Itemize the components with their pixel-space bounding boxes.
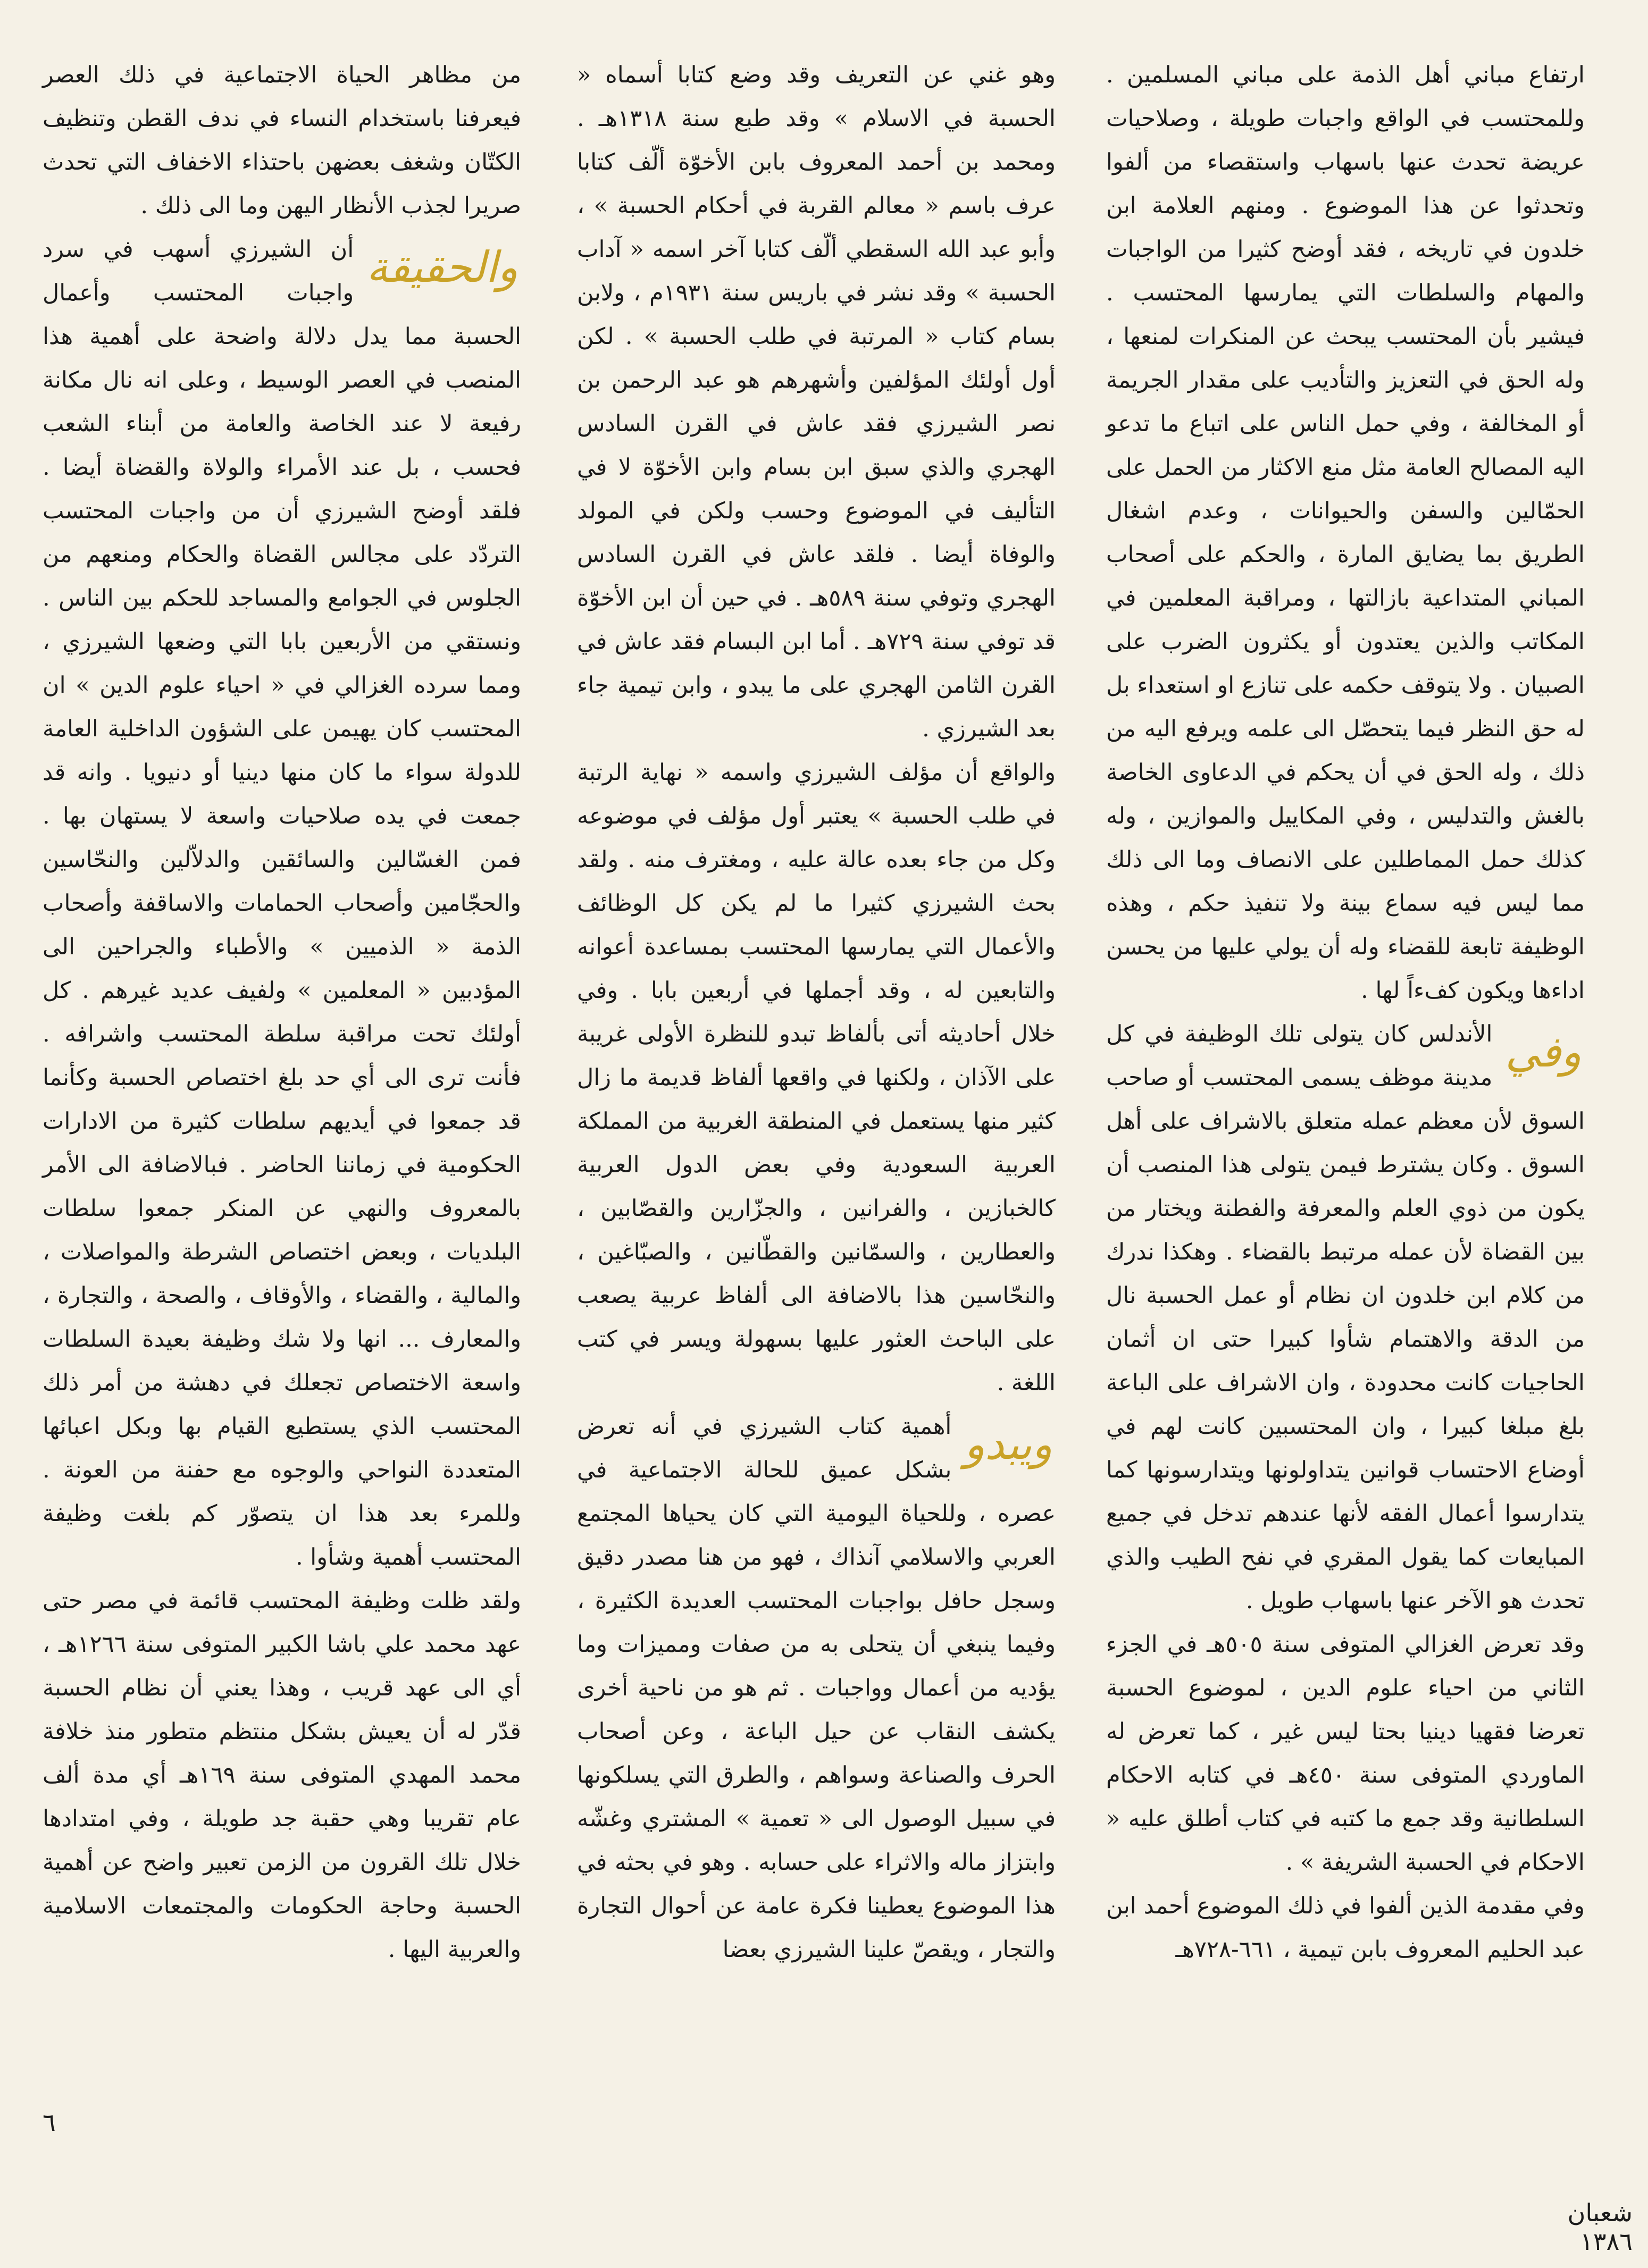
- paragraph: ولقد ظلت وظيفة المحتسب قائمة في مصر حتى عهد محمد علي باشا الكبير المتوفى سنة ١٢٦٦هـ ، أي الى عهد قريب ، وهذا يعني أن نظام الحسبة قدّر له أن يعيش بشكل منتظم متطور منذ خلافة محمد المهدي المتوفى سنة ١٦٩هـ أي مدة ألف عام تقريبا وهي حقبة جد طويلة ، وفي امتدادها خلال تلك القرون من الزمن تعبير واضح عن أهمية الحسبة وحاجة الحكومات والمجتمعات الاسلامية والعربية اليها .: [43, 1587, 521, 1963]
- paragraph: وقد تعرض الغزالي المتوفى سنة ٥٠٥هـ في الجزء الثاني من احياء علوم الدين ، لموضوع الحسبة تعرضا فقهيا دينيا بحتا ليس غير ، كما تعرض له الماوردي المتوفى سنة ٤٥٠هـ في كتابه الاحكام السلطانية وقد جمع ما كتبه في كتاب أطلق عليه « الاحكام في الحسبة الشريفة » .: [1106, 1631, 1585, 1876]
- decorative-initial-word: وفي: [1505, 1027, 1582, 1077]
- paragraph: [1106, 1012, 1585, 1623]
- article-column-left: [43, 53, 521, 1971]
- paragraph: وهو غني عن التعريف وقد وضع كتابا أسماه « الحسبة في الاسلام » وقد طبع سنة ١٣١٨هـ . ومحمد بن أحمد المعروف بابن الأخوّة ألّف كتابا عرف باسم « معالم القربة في أحكام الحسبة » ، وأبو عبد الله السقطي ألّف كتابا آخر اسمه « آداب الحسبة » وقد نشر في باريس سنة ١٩٣١م ، ولابن بسام كتاب « المرتبة في طلب الحسبة » . لكن أول أولئك المؤلفين وأشهرهم هو عبد الرحمن بن نصر الشيرزي فقد عاش في القرن السادس الهجري والذي سبق ابن بسام وابن الأخوّة لا في التأليف في الموضوع وحسب ولكن في المولد والوفاة أيضا . فلقد عاش في القرن السادس الهجري وتوفي سنة ٥٨٩هـ . في حين أن ابن الأخوّة قد توفي سنة ٧٢٩هـ . أما ابن البسام فقد عاش في القرن الثامن الهجري على ما يبدو ، وابن تيمية جاء بعد الشيرزي .: [577, 62, 1056, 742]
- decorative-initial-word: والحقيقة: [366, 242, 518, 292]
- paragraph: والواقع أن مؤلف الشيرزي واسمه « نهاية الرتبة في طلب الحسبة » يعتبر أول مؤلف في موضوعه وكل من جاء بعده عالة عليه ، ومغترف منه . ولقد بحث الشيرزي كثيرا ما لم يكن كل الوظائف والأعمال التي يمارسها المحتسب بمساعدة أعوانه والتابعين له ، وقد أجملها في أربعين بابا . وفي خلال أحاديثه أتى بألفاظ تبدو للنظرة الأولى غريبة على الآذان ، ولكنها في واقعها ألفاظ قديمة ما زال كثير منها يستعمل في المنطقة الغربية من المملكة العربية السعودية وفي بعض الدول العربية كالخبازين ، والفرانين ، والجزّارين والقصّابين ، والعطارين ، والسمّانين والقطّانين ، والصبّاغين ، والنحّاسين هذا بالاضافة الى ألفاظ عربية يصعب على الباحث العثور عليها بسهولة ويسر في كتب اللغة .: [577, 759, 1056, 1396]
- paragraph-text: الأندلس كان يتولى تلك الوظيفة في كل مدينة موظف يسمى المحتسب أو صاحب السوق لأن معظم عمله متعلق بالاشراف على أهل السوق . وكان يشترط فيمن يتولى هذا المنصب أن يكون من ذوي العلم والمعرفة والفطنة ويختار من بين القضاة لأن عمله مرتبط بالقضاء . وهكذا ندرك من كلام ابن خلدون ان نظام أو عمل الحسبة نال من الدقة والاهتمام شأوا كبيرا حتى ان أثمان الحاجيات كانت محدودة ، وان الاشراف على الباعة بلغ مبلغا كبيرا ، وان المحتسبين كانت لهم في أوضاع الاحتساب قوانين يتداولونها ويتدارسونها كما يتدارسوا أعمال الفقه لأنها عندهم تدخل في جميع المبايعات كما يقول المقري في نفح الطيب والذي تحدث هو الآخر عنها باسهاب طويل .: [1106, 1021, 1585, 1614]
- paragraph: وفي مقدمة الذين ألفوا في ذلك الموضوع أحمد ابن عبد الحليم المعروف بابن تيمية ، ٦٦١-٧٢٨هـ: [1106, 1893, 1585, 1963]
- decorative-initial-word: ويبدو: [964, 1419, 1052, 1469]
- paragraph: من مظاهر الحياة الاجتماعية في ذلك العصر فيعرفنا باستخدام النساء في ندف القطن وتنظيف الكتّان وشغف بعضهن باحتذاء الاخفاف التي تحدث صريرا لجذب الأنظار اليهن وما الى ذلك .: [43, 62, 521, 219]
- paragraph-text: أهمية كتاب الشيرزي في أنه تعرض بشكل عميق للحالة الاجتماعية في عصره ، وللحياة اليومية التي كان يحياها المجتمع العربي والاسلامي آنذاك ، فهو من هنا مصدر دقيق وسجل حافل بواجبات المحتسب العديدة الكثيرة ، وفيما ينبغي أن يتحلى به من صفات ومميزات وما يؤديه من أعمال وواجبات . ثم هو من ناحية أخرى يكشف النقاب عن حيل الباعة ، وعن أصحاب الحرف والصناعة وسواهم ، والطرق التي يسلكونها في سبيل الوصول الى « تعمية » المشتري وغشّه وابتزاز ماله والاثراء على حسابه . وهو في بحثه في هذا الموضوع يعطينا فكرة عامة عن أحوال التجارة والتجار ، ويقصّ علينا الشيرزي بعضا: [577, 1413, 1056, 1963]
- paragraph: [577, 1405, 1056, 1971]
- paragraph-text: أن الشيرزي أسهب في سرد واجبات المحتسب وأعمال الحسبة مما يدل دلالة واضحة على أهمية هذا المنصب في العصر الوسيط ، وعلى انه نال مكانة رفيعة لا عند الخاصة والعامة من أبناء الشعب فحسب ، بل عند الأمراء والولاة والقضاة أيضا . فلقد أوضح الشيرزي أن من واجبات المحتسب التردّد على مجالس القضاة والحكام ومنعهم من الجلوس في الجوامع والمساجد للحكم بين الناس . ونستقي من الأربعين بابا التي وضعها الشيرزي ، ومما سرده الغزالي في « احياء علوم الدين » ان المحتسب كان يهيمن على الشؤون الداخلية العامة للدولة سواء ما كان منها دينيا أو دنيويا . وانه قد جمعت في يده صلاحيات واسعة لا يستهان بها . فمن الغسّالين والسائقين والدلاّلين والنحّاسين والحجّامين وأصحاب الحمامات والاساقفة وأصحاب الذمة « الذميين » والأطباء والجراحين الى المؤدبين « المعلمين » ولفيف عديد غيرهم . كل أولئك تحت مراقبة سلطة المحتسب واشرافه . فأنت ترى الى أي حد بلغ اختصاص الحسبة وكأنما قد جمعوا في أيديهم سلطات كثيرة من الادارات الحكومية في زماننا الحاضر . فبالاضافة الى الأمر بالمعروف والنهي عن المنكر جمعوا سلطات البلديات ، وبعض اختصاص الشرطة والمواصلات ، والمالية ، والقضاء ، والأوقاف ، والصحة ، والتجارة ، والمعارف ... انها ولا شك وظيفة بعيدة السلطات واسعة الاختصاص تجعلك في دهشة من أمر ذلك المحتسب الذي يستطيع القيام بها وبكل اعبائها المتعددة النواحي والوجوه مع حفنة من العونة . وللمرء بعد هذا ان يتصوّر كم بلغت وظيفة المحتسب أهمية وشأوا .: [43, 236, 521, 1570]
- article-column-middle: [577, 53, 1056, 1971]
- page-number: ٦: [43, 2108, 56, 2137]
- article-column-right: [1106, 53, 1585, 1971]
- paragraph: ارتفاع مباني أهل الذمة على مباني المسلمين . وللمحتسب في الواقع واجبات طويلة ، وصلاحيات عريضة تحدث عنها باسهاب واستقصاء من ألفوا وتحدثوا عن هذا الموضوع . ومنهم العلامة ابن خلدون في تاريخه ، فقد أوضح كثيرا من الواجبات والمهام والسلطات التي يمارسها المحتسب . فيشير بأن المحتسب يبحث عن المنكرات لمنعها ، وله الحق في التعزيز والتأديب على مقدار الجريمة أو المخالفة ، وفي حمل الناس على اتباع ما تدعو اليه المصالح العامة مثل منع الاكثار من الحمل على الحمّالين والسفن والحيوانات ، وعدم اشغال الطريق بما يضايق المارة ، والحكم على أصحاب المباني المتداعية بازالتها ، ومراقبة المعلمين في المكاتب والذين يعتدون أو يكثرون الضرب على الصبيان . ولا يتوقف حكمه على تنازع او استعداء بل له حق النظر فيما يتحصّل الى علمه ويرفع اليه من ذلك ، وله الحق في أن يحكم في الدعاوى الخاصة بالغش والتدليس ، وفي المكاييل والموازين ، وله كذلك حمل المماطلين على الانصاف وما الى ذلك مما ليس فيه سماع بينة ولا تنفيذ حكم ، وهذه الوظيفة تابعة للقضاء وله أن يولي عليها من يحسن اداءها ويكون كفءاً لها .: [1106, 62, 1585, 1004]
- paragraph: [43, 228, 521, 1579]
- issue-date: شعبان ١٣٨٦: [1567, 2198, 1633, 2256]
